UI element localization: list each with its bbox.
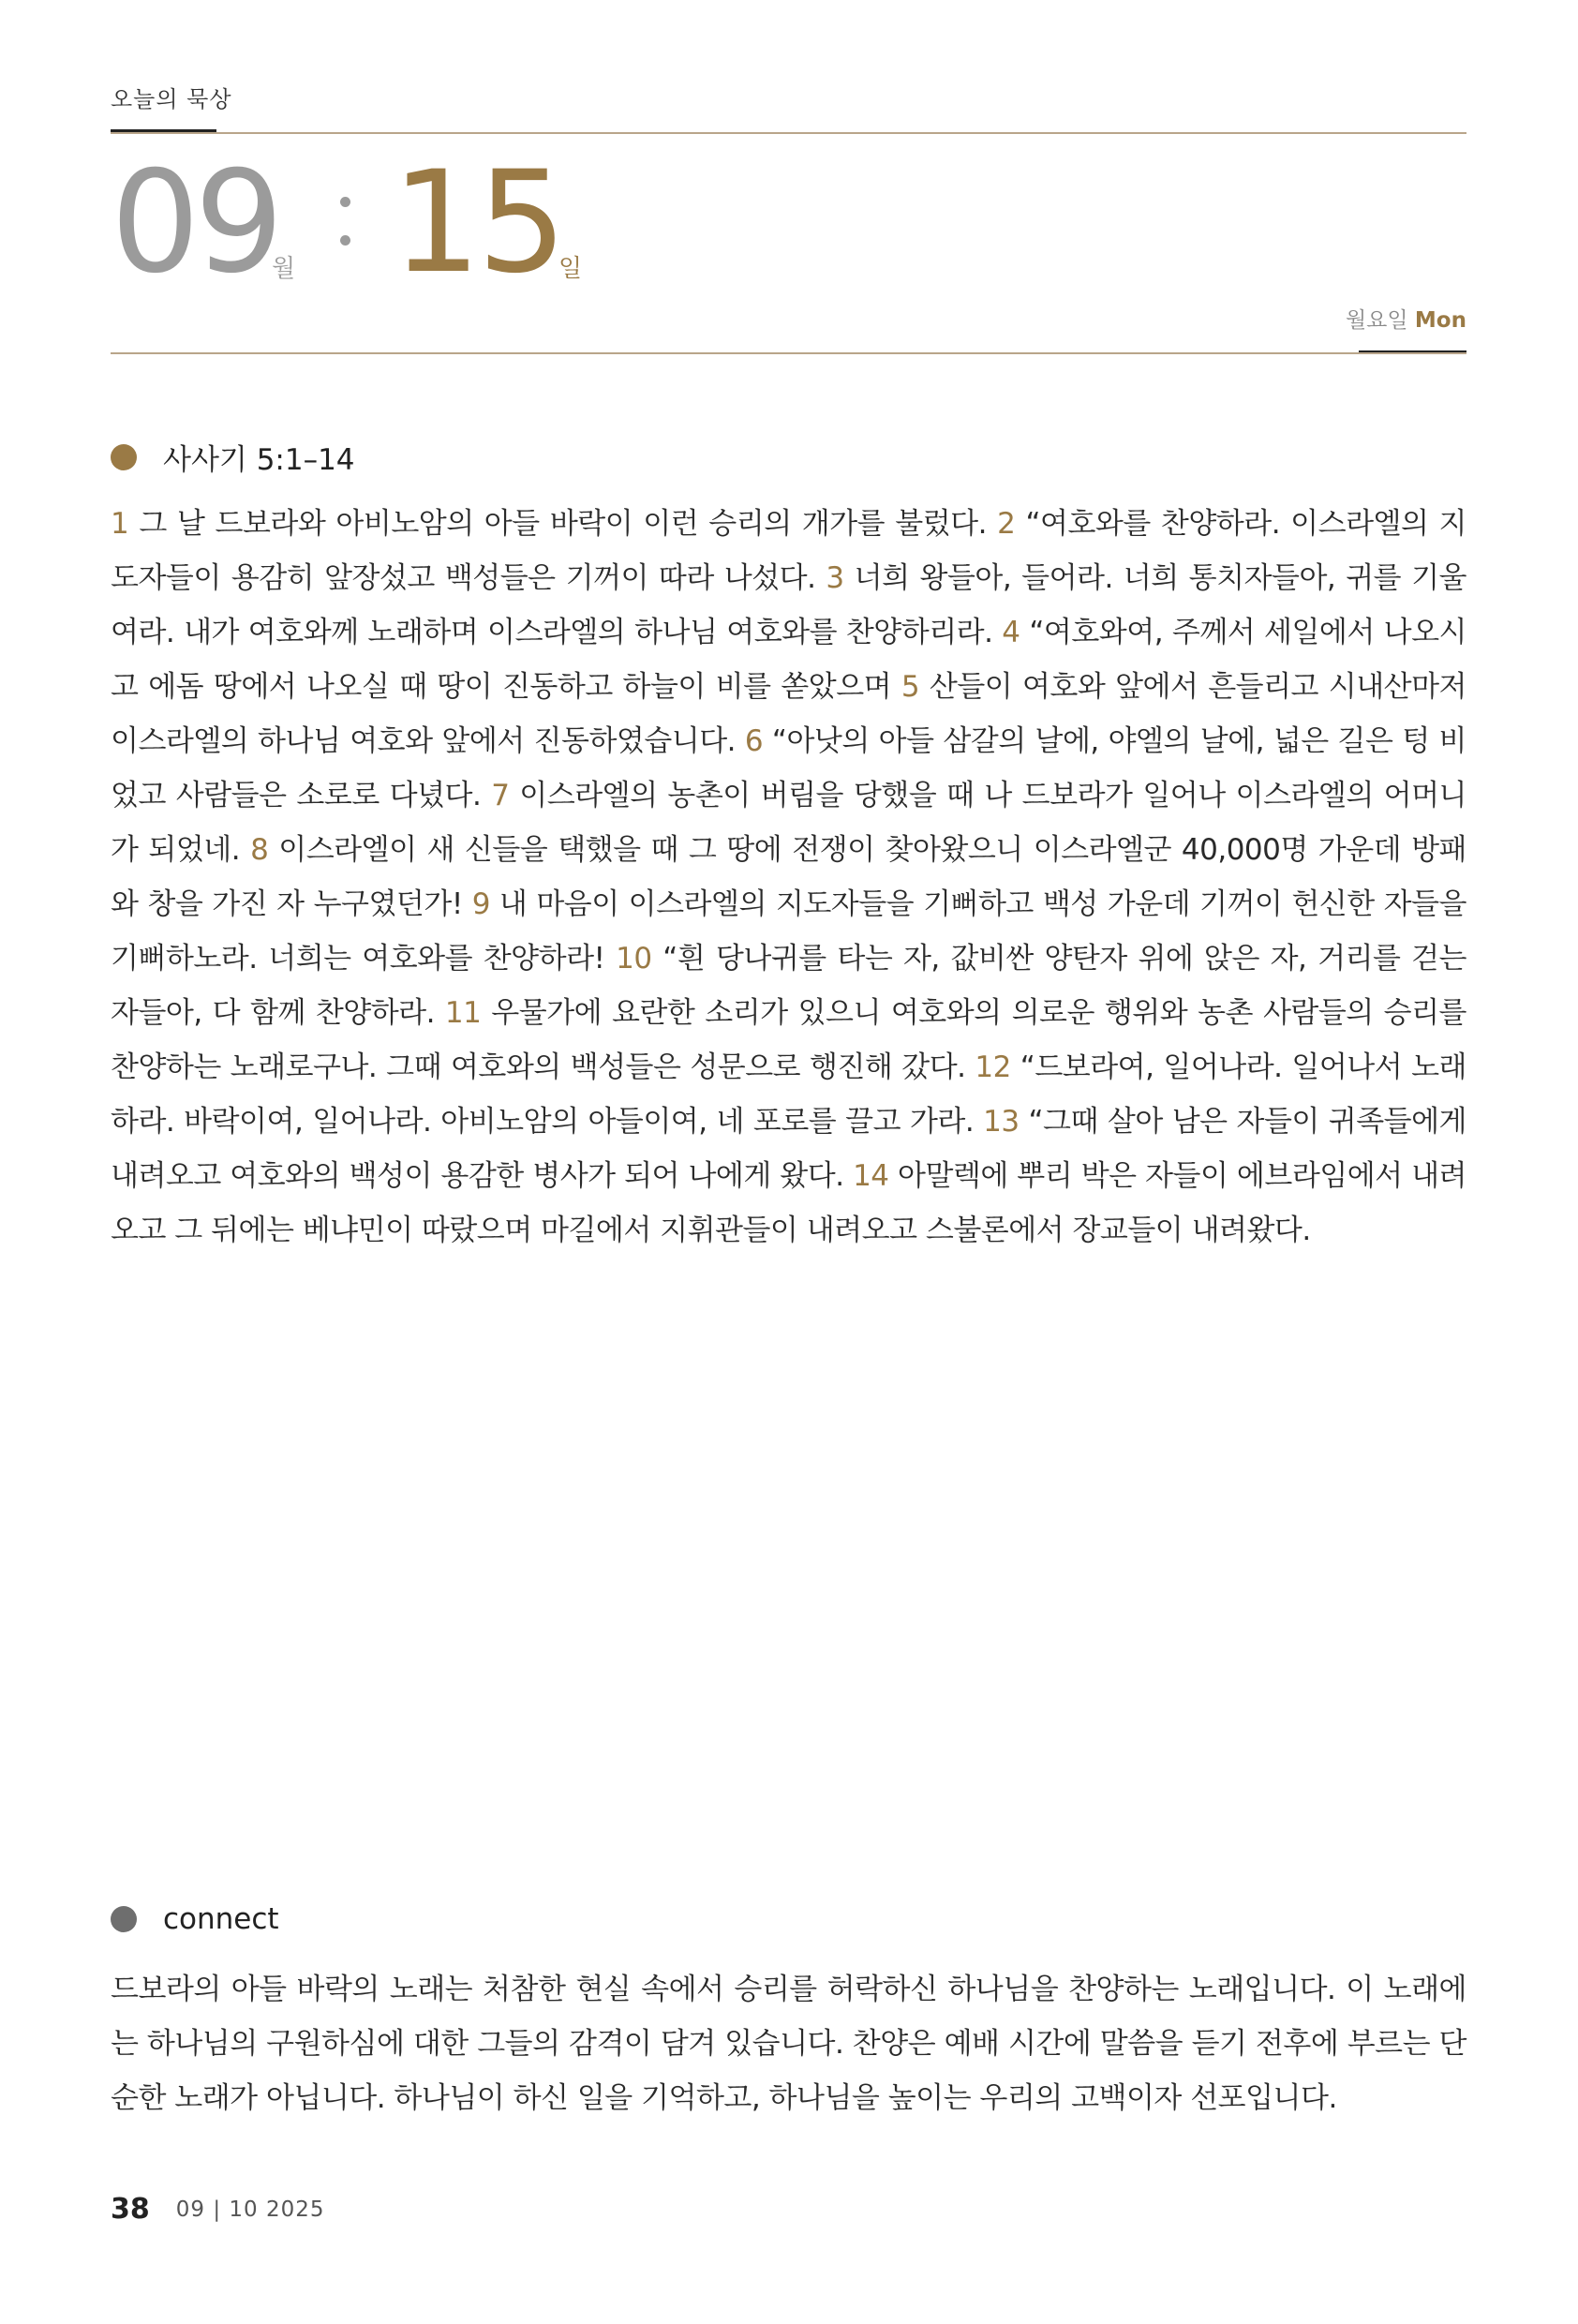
verse-text: “드보라여, 일어나라. 일어나서 노래하라. 바락이여, 일어나라. 아비노암의 아들이여, 네 포로를 끌고 가라. bbox=[111, 1050, 1466, 1139]
verse-number: 7 bbox=[491, 779, 510, 812]
section-label: 오늘의 묵상 bbox=[111, 86, 232, 112]
verse-number: 3 bbox=[826, 561, 844, 595]
scripture-heading bbox=[111, 436, 355, 478]
verse-number: 8 bbox=[250, 833, 269, 867]
connect-title: connect bbox=[163, 1902, 279, 1936]
day-number: 15 bbox=[392, 142, 563, 305]
verse-number: 11 bbox=[444, 996, 482, 1030]
verse-number: 2 bbox=[997, 507, 1016, 541]
connect-heading bbox=[111, 1902, 279, 1936]
bullet-dot-icon bbox=[111, 444, 137, 470]
verse-number: 5 bbox=[901, 670, 920, 704]
month-number: 09 bbox=[111, 142, 278, 305]
weekday-ko: 월요일 bbox=[1345, 308, 1408, 333]
scripture-body bbox=[111, 497, 1466, 1258]
bullet-dot-icon bbox=[111, 1906, 137, 1932]
verse-number: 4 bbox=[1002, 616, 1020, 649]
verse-text: 우물가에 요란한 소리가 있으니 여호와의 의로운 행위와 농촌 사람들의 승리를 찬양하는 노래로구나. 그때 여호와의 백성들은 성문으로 행진해 갔다. bbox=[111, 996, 1466, 1084]
date-display bbox=[111, 142, 1235, 305]
verse-text: 그 날 드보라와 아비노암의 아들 바락이 이런 승리의 개가를 불렀다. bbox=[128, 507, 998, 541]
issue-date: 09 | 10 2025 bbox=[175, 2197, 325, 2222]
verse-text: “그때 살아 남은 자들이 귀족들에게 내려오고 여호와의 백성이 용감한 병사가 되어 나에게 왔다. bbox=[111, 1105, 1466, 1193]
verse-number: 1 bbox=[111, 507, 129, 541]
verse-number: 12 bbox=[975, 1050, 1011, 1084]
verse-text: “여호와여, 주께서 세일에서 나오시고 에돔 땅에서 나오실 때 땅이 진동하고 하늘이 비를 쏟았으며 bbox=[111, 616, 1466, 704]
verse-text: “아낫의 아들 삼갈의 날에, 야엘의 날에, 넓은 길은 텅 비었고 사람들은 소로로 다녔다. bbox=[111, 724, 1466, 812]
scripture-reference: 사사기 5:1–14 bbox=[163, 443, 355, 477]
connect-body: 드보라의 아들 바락의 노래는 처참한 현실 속에서 승리를 허락하신 하나님을 찬양하는 노래입니다. 이 노래에는 하나님의 구원하심에 대한 그들의 감격이 담겨 있습니다. 찬양은 예배 시간에 말씀을 듣기 전후에 부르는 단순한 노래가 아닙니다. 하나님이 하신 일을 기억하고, 하나님을 높이는 우리의 고백이자 선포입니다. bbox=[111, 1973, 1466, 2115]
verse-text: 너희 왕들아, 들어라. 너희 통치자들아, 귀를 기울여라. 내가 여호와께 노래하며 이스라엘의 하나님 여호와를 찬양하리라. bbox=[111, 561, 1466, 649]
verse-text: 이스라엘의 농촌이 버림을 당했을 때 나 드보라가 일어나 이스라엘의 어머니가 되었네. bbox=[111, 779, 1466, 867]
verse-text: “흰 당나귀를 타는 자, 값비싼 양탄자 위에 앉은 자, 거리를 걷는 자들아, 다 함께 찬양하라. bbox=[111, 942, 1466, 1030]
page-number: 38 bbox=[111, 2193, 150, 2226]
weekday-en: Mon bbox=[1414, 308, 1466, 333]
verse-number: 14 bbox=[853, 1159, 889, 1193]
verse-text: 내 마음이 이스라엘의 지도자들을 기뻐하고 백성 가운데 기꺼이 헌신한 자들을 기뻐하노라. 너희는 여호와를 찬양하라! bbox=[111, 887, 1466, 976]
verse-text: 산들이 여호와 앞에서 흔들리고 시내산마저 이스라엘의 하나님 여호와 앞에서 진동하였습니다. bbox=[111, 670, 1466, 758]
verse-text: 아말렉에 뿌리 박은 자들이 에브라임에서 내려오고 그 뒤에는 베냐민이 따랐으며 마길에서 지휘관들이 내려오고 스불론에서 장교들이 내려왔다. bbox=[111, 1159, 1466, 1247]
month-unit: 월 bbox=[272, 255, 296, 283]
header-divider bbox=[111, 352, 1466, 354]
verse-text: 이스라엘이 새 신들을 택했을 때 그 땅에 전쟁이 찾아왔으니 이스라엘군 40,000명 가운데 방패와 창을 가진 자 누구였던가! bbox=[111, 833, 1466, 921]
weekday bbox=[1346, 303, 1466, 334]
verse-number: 9 bbox=[471, 887, 490, 921]
verse-number: 10 bbox=[616, 942, 652, 976]
date-colon bbox=[340, 197, 351, 274]
verse-number: 6 bbox=[744, 724, 764, 758]
verse-text: “여호와를 찬양하라. 이스라엘의 지도자들이 용감히 앞장섰고 백성들은 기꺼이 따라 나섰다. bbox=[111, 507, 1466, 595]
top-divider bbox=[111, 132, 1466, 134]
footer bbox=[111, 2193, 325, 2226]
day-unit: 일 bbox=[558, 255, 583, 283]
verse-number: 13 bbox=[983, 1105, 1020, 1139]
